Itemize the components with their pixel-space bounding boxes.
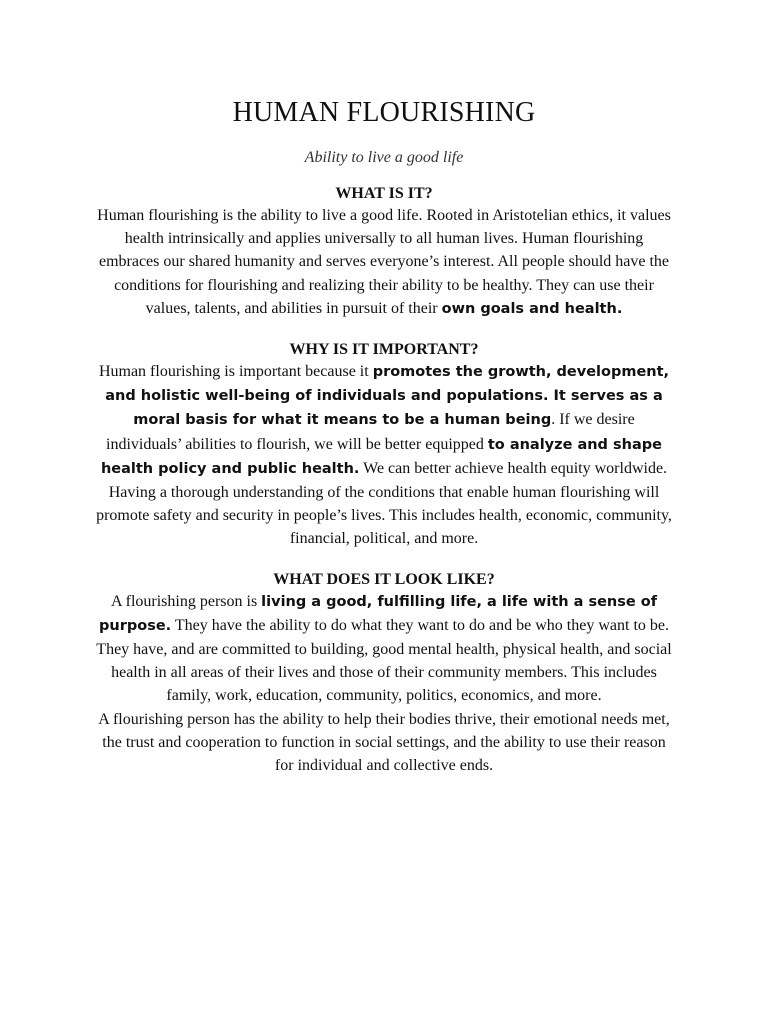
text-run: A flourishing person has the ability to help their bodies thrive, their emotional needs met, the trust and cooperation to function in social settings, and the ability to use their reason for individual and collective ends.	[98, 710, 670, 775]
paragraph-look-like-1	[96, 590, 672, 708]
bold-text-run: promotes the growth, development, and holistic well-being of individuals and populations. It serves as a moral basis for what it means to be a human being	[105, 364, 670, 429]
paragraph-what-is-it	[96, 204, 672, 321]
page-subtitle: Ability to live a good life	[304, 149, 464, 166]
paragraph-why-important-1	[96, 360, 672, 481]
bold-text-run: own goals and health.	[441, 300, 623, 317]
text-run: We can better achieve health equity worldwide.	[359, 459, 668, 477]
page-title: HUMAN FLOURISHING	[232, 97, 536, 128]
text-run: Human flourishing is the ability to live a good life. Rooted in Aristotelian ethics, it values health intrinsically and applies universally to all human lives. Human flourishing embraces our shared humanity and serves everyone’s interest. All people should have the conditions for flourishing and realizing their ability to be healthy. They can use their values, talents, and abilities in pursuit of their	[97, 207, 671, 317]
text-run: Having a thorough understanding of the conditions that enable human flourishing will promote safety and security in people’s lives. This includes health, economic, community, financial, political, and more.	[96, 484, 672, 548]
text-run: A flourishing person is	[110, 592, 262, 610]
text-run: Human flourishing is important because it	[98, 363, 373, 381]
bold-text-run: to analyze and shape health policy and public health.	[100, 436, 662, 477]
section-heading-what-is-it: WHAT IS IT?	[335, 185, 433, 202]
text-run: They have the ability to do what they want to do and be who they want to be. They have, and are committed to building, good mental health, physical health, and social health in all areas of their lives and those of their community members. This includes family, work, education, community, politics, economics, and more.	[96, 616, 672, 705]
bold-text-run: living a good, fulfilling life, a life with a sense of purpose.	[99, 593, 658, 634]
paragraph-look-like-2	[96, 708, 672, 778]
text-run: . If we desire individuals’ abilities to flourish, we will be better equipped	[106, 411, 635, 453]
section-heading-look-like: WHAT DOES IT LOOK LIKE?	[273, 570, 495, 588]
section-heading-why-important: WHY IS IT IMPORTANT?	[289, 341, 479, 359]
paragraph-why-important-2	[96, 481, 672, 551]
